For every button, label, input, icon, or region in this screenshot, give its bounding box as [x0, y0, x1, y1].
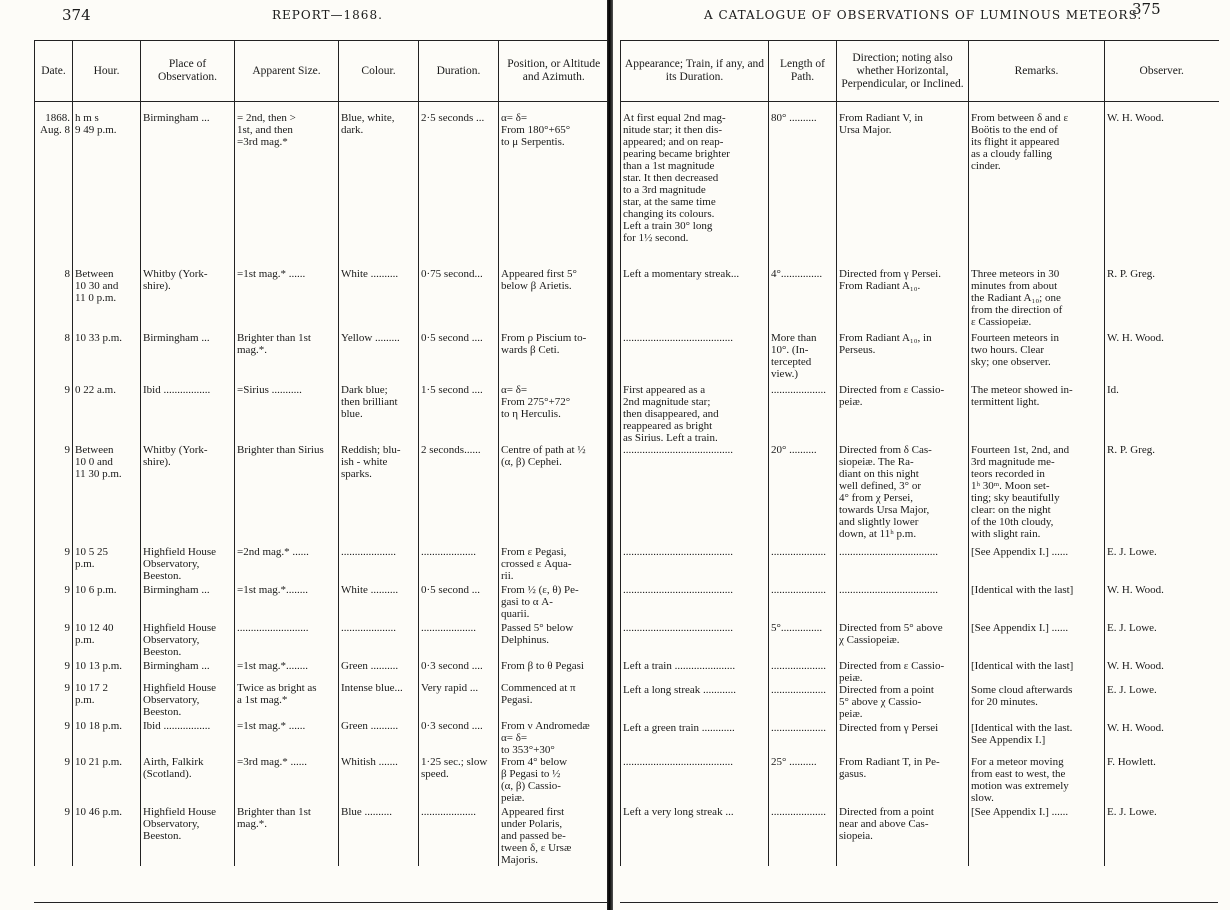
cell-hour: 0 22 a.m. — [73, 384, 141, 444]
cell-date: 9 — [35, 546, 73, 584]
cell-duration: .................... — [419, 622, 499, 660]
cell-length: .................... — [769, 660, 837, 684]
cell-remarks: [See Appendix I.] ...... — [969, 806, 1105, 866]
cell-place: Highfield House Observatory, Beeston. — [141, 622, 235, 660]
cell-length: 4°............... — [769, 268, 837, 332]
cell-position: Appeared first 5° below β Arietis. — [499, 268, 609, 332]
running-head: REPORT—1868. — [272, 8, 383, 22]
cell-remarks: From between δ and ε Boötis to the end of its flight it appeared as a cloudy falling cinder. — [969, 112, 1105, 268]
cell-colour: Blue .......... — [339, 806, 419, 866]
cell-direction: From Radiant V, in Ursa Major. — [837, 112, 969, 268]
cell-remarks: Fourteen meteors in two hours. Clear sky; one observer. — [969, 332, 1105, 384]
cell-appearance: ........................................ — [621, 756, 769, 806]
cell-appearance: ........................................ — [621, 444, 769, 546]
cell-duration: 2·5 seconds ... — [419, 112, 499, 268]
cell-date: 9 — [35, 444, 73, 546]
cell-appearance: ........................................ — [621, 584, 769, 622]
cell-hour: 10 13 p.m. — [73, 660, 141, 682]
cell-direction: From Radiant T, in Pe- gasus. — [837, 756, 969, 806]
table-row — [621, 684, 1219, 722]
cell-colour: Yellow ......... — [339, 332, 419, 384]
cell-hour: 10 17 2 p.m. — [73, 682, 141, 720]
cell-colour: White .......... — [339, 268, 419, 332]
cell-direction: .................................... — [837, 584, 969, 622]
cell-direction: Directed from a point near and above Cas- siopeia. — [837, 806, 969, 866]
table-row — [621, 584, 1219, 622]
cell-remarks: Three meteors in 30 minutes from about the Radiant A₁₀; one from the direction of ε Cassiopeiæ. — [969, 268, 1105, 332]
cell-appearance: ........................................ — [621, 622, 769, 660]
cell-observer: E. J. Lowe. — [1105, 684, 1219, 722]
column-header: Direction; noting also whether Horizontal, Perpendicular, or Inclined. — [837, 41, 969, 102]
cell-size: Brighter than 1st mag.*. — [235, 332, 339, 384]
cell-date: 1868. Aug. 8 — [35, 112, 73, 268]
cell-length: 5°............... — [769, 622, 837, 660]
column-header: Place of Observation. — [141, 41, 235, 102]
column-header: Appearance; Train, if any, and its Duration. — [621, 41, 769, 102]
cell-place: Ibid ................. — [141, 720, 235, 756]
cell-length: .................... — [769, 384, 837, 444]
table-row — [35, 584, 609, 622]
right-observation-table — [620, 40, 1219, 866]
cell-date: 8 — [35, 332, 73, 384]
table-row — [35, 720, 609, 756]
table-row — [35, 682, 609, 720]
cell-remarks: [See Appendix I.] ...... — [969, 546, 1105, 584]
cell-colour: Green .......... — [339, 660, 419, 682]
cell-remarks: [Identical with the last. See Appendix I.] — [969, 722, 1105, 756]
left-observation-table — [34, 40, 609, 866]
cell-observer: W. H. Wood. — [1105, 722, 1219, 756]
cell-length: .................... — [769, 584, 837, 622]
cell-remarks: Fourteen 1st, 2nd, and 3rd magnitude me- teors recorded in 1ʰ 30ᵐ. Moon set- ting; sky beautifully clear: on the night of the 10th cloudy, with slight rain. — [969, 444, 1105, 546]
cell-date: 9 — [35, 682, 73, 720]
column-header: Date. — [35, 41, 73, 102]
column-header: Colour. — [339, 41, 419, 102]
table-row — [35, 444, 609, 546]
table-row — [35, 660, 609, 682]
cell-position: From ½ (ε, θ) Pe- gasi to α A- quarii. — [499, 584, 609, 622]
cell-duration: 0·5 second .... — [419, 332, 499, 384]
cell-colour: Whitish ....... — [339, 756, 419, 806]
cell-size: =1st mag.* ...... — [235, 720, 339, 756]
cell-length: .................... — [769, 722, 837, 756]
cell-direction: .................................... — [837, 546, 969, 584]
cell-colour: Dark blue; then brilliant blue. — [339, 384, 419, 444]
cell-place: Highfield House Observatory, Beeston. — [141, 546, 235, 584]
cell-length: .................... — [769, 806, 837, 866]
cell-duration: 0·5 second ... — [419, 584, 499, 622]
cell-size: =1st mag.*........ — [235, 660, 339, 682]
cell-observer: R. P. Greg. — [1105, 444, 1219, 546]
bottom-rule — [34, 902, 608, 903]
cell-position: Centre of path at ½ (α, β) Cephei. — [499, 444, 609, 546]
cell-remarks: The meteor showed in- termittent light. — [969, 384, 1105, 444]
cell-duration: 1·25 sec.; slow speed. — [419, 756, 499, 806]
left-page — [0, 0, 608, 910]
table-row — [35, 268, 609, 332]
cell-observer: E. J. Lowe. — [1105, 546, 1219, 584]
cell-size: .......................... — [235, 622, 339, 660]
cell-date: 9 — [35, 622, 73, 660]
cell-colour: Intense blue... — [339, 682, 419, 720]
cell-length: More than 10°. (In- tercepted view.) — [769, 332, 837, 384]
cell-date: 9 — [35, 660, 73, 682]
cell-position: From 4° below β Pegasi to ½ (α, β) Cassio- peiæ. — [499, 756, 609, 806]
page-number: 374 — [62, 6, 91, 24]
cell-place: Ibid ................. — [141, 384, 235, 444]
table-row — [35, 112, 609, 268]
cell-colour: Blue, white, dark. — [339, 112, 419, 268]
column-header: Apparent Size. — [235, 41, 339, 102]
cell-place: Birmingham ... — [141, 584, 235, 622]
cell-appearance: Left a train ...................... — [621, 660, 769, 684]
cell-place: Highfield House Observatory, Beeston. — [141, 682, 235, 720]
column-header: Hour. — [73, 41, 141, 102]
cell-remarks: Some cloud afterwards for 20 minutes. — [969, 684, 1105, 722]
cell-remarks: [Identical with the last] — [969, 660, 1105, 684]
cell-observer: R. P. Greg. — [1105, 268, 1219, 332]
cell-direction: Directed from a point 5° above χ Cassio- peiæ. — [837, 684, 969, 722]
cell-position: α= δ= From 275°+72° to η Herculis. — [499, 384, 609, 444]
cell-direction: Directed from γ Persei. From Radiant A₁₀. — [837, 268, 969, 332]
cell-position: Commenced at π Pegasi. — [499, 682, 609, 720]
cell-length: .................... — [769, 546, 837, 584]
table-row — [621, 332, 1219, 384]
cell-position: From ρ Piscium to- wards β Ceti. — [499, 332, 609, 384]
cell-appearance: First appeared as a 2nd magnitude star; then disappeared, and reappeared as bright as Sirius. Left a train. — [621, 384, 769, 444]
cell-duration: 1·5 second .... — [419, 384, 499, 444]
cell-duration: Very rapid ... — [419, 682, 499, 720]
cell-length: 80° .......... — [769, 112, 837, 268]
cell-duration: 0·75 second... — [419, 268, 499, 332]
cell-duration: 0·3 second .... — [419, 720, 499, 756]
table-row — [35, 384, 609, 444]
cell-remarks: [See Appendix I.] ...... — [969, 622, 1105, 660]
cell-place: Birmingham ... — [141, 112, 235, 268]
cell-observer: W. H. Wood. — [1105, 660, 1219, 684]
cell-direction: Directed from δ Cas- siopeiæ. The Ra- diant on this night well defined, 3° or 4° from χ Persei, towards Ursa Major, and slightly lower down, at 11ʰ p.m. — [837, 444, 969, 546]
cell-size: =3rd mag.* ...... — [235, 756, 339, 806]
cell-date: 9 — [35, 720, 73, 756]
cell-size: =2nd mag.* ...... — [235, 546, 339, 584]
cell-direction: Directed from ε Cassio- peiæ. — [837, 384, 969, 444]
cell-duration: .................... — [419, 806, 499, 866]
cell-appearance: Left a green train ............ — [621, 722, 769, 756]
cell-position: From β to θ Pegasi — [499, 660, 609, 682]
cell-date: 9 — [35, 384, 73, 444]
page-number: 375 — [1132, 0, 1161, 18]
cell-direction: Directed from γ Persei — [837, 722, 969, 756]
cell-length: 25° .......... — [769, 756, 837, 806]
table-row — [621, 268, 1219, 332]
cell-length: .................... — [769, 684, 837, 722]
cell-colour: Reddish; blu- ish - white sparks. — [339, 444, 419, 546]
cell-size: =Sirius ........... — [235, 384, 339, 444]
cell-duration: .................... — [419, 546, 499, 584]
cell-hour: 10 46 p.m. — [73, 806, 141, 866]
cell-observer: W. H. Wood. — [1105, 332, 1219, 384]
table-row — [621, 112, 1219, 268]
cell-observer: Id. — [1105, 384, 1219, 444]
book-spine — [607, 0, 613, 910]
cell-hour: 10 18 p.m. — [73, 720, 141, 756]
cell-duration: 2 seconds...... — [419, 444, 499, 546]
table-row — [621, 660, 1219, 684]
table-row — [35, 622, 609, 660]
table-row — [621, 806, 1219, 866]
right-page — [614, 0, 1230, 910]
table-row — [35, 546, 609, 584]
column-header: Remarks. — [969, 41, 1105, 102]
cell-observer: E. J. Lowe. — [1105, 622, 1219, 660]
table-row — [621, 622, 1219, 660]
cell-colour: .................... — [339, 622, 419, 660]
cell-place: Whitby (York- shire). — [141, 444, 235, 546]
cell-hour: h m s 9 49 p.m. — [73, 112, 141, 268]
table-row — [621, 756, 1219, 806]
column-header: Length of Path. — [769, 41, 837, 102]
cell-hour: Between 10 0 and 11 30 p.m. — [73, 444, 141, 546]
cell-hour: 10 33 p.m. — [73, 332, 141, 384]
cell-size: =1st mag.*........ — [235, 584, 339, 622]
cell-hour: Between 10 30 and 11 0 p.m. — [73, 268, 141, 332]
cell-direction: From Radiant A₁₀, in Perseus. — [837, 332, 969, 384]
cell-hour: 10 5 25 p.m. — [73, 546, 141, 584]
cell-place: Birmingham ... — [141, 332, 235, 384]
cell-size: Brighter than Sirius — [235, 444, 339, 546]
cell-position: Appeared first under Polaris, and passed be- tween δ, ε Ursæ Majoris. — [499, 806, 609, 866]
cell-hour: 10 12 40 p.m. — [73, 622, 141, 660]
cell-observer: W. H. Wood. — [1105, 112, 1219, 268]
cell-position: From ν Andromedæ α= δ= to 353°+30° — [499, 720, 609, 756]
cell-colour: White .......... — [339, 584, 419, 622]
cell-place: Highfield House Observatory, Beeston. — [141, 806, 235, 866]
table-row — [35, 806, 609, 866]
cell-position: From ε Pegasi, crossed ε Aqua- rii. — [499, 546, 609, 584]
column-header: Position, or Altitude and Azimuth. — [499, 41, 609, 102]
table-row — [621, 722, 1219, 756]
cell-appearance: Left a momentary streak... — [621, 268, 769, 332]
cell-place: Birmingham ... — [141, 660, 235, 682]
cell-direction: Directed from 5° above χ Cassiopeiæ. — [837, 622, 969, 660]
cell-appearance: ........................................ — [621, 332, 769, 384]
cell-hour: 10 6 p.m. — [73, 584, 141, 622]
column-header: Observer. — [1105, 41, 1219, 102]
cell-size: Brighter than 1st mag.*. — [235, 806, 339, 866]
cell-appearance: Left a long streak ............ — [621, 684, 769, 722]
cell-hour: 10 21 p.m. — [73, 756, 141, 806]
cell-observer: E. J. Lowe. — [1105, 806, 1219, 866]
cell-remarks: [Identical with the last] — [969, 584, 1105, 622]
table-row — [621, 444, 1219, 546]
cell-size: Twice as bright as a 1st mag.* — [235, 682, 339, 720]
table-row — [35, 332, 609, 384]
running-head: A CATALOGUE OF OBSERVATIONS OF LUMINOUS METEORS. — [704, 8, 1143, 22]
bottom-rule — [620, 902, 1218, 903]
cell-position: Passed 5° below Delphinus. — [499, 622, 609, 660]
cell-colour: Green .......... — [339, 720, 419, 756]
cell-date: 9 — [35, 584, 73, 622]
cell-position: α= δ= From 180°+65° to μ Serpentis. — [499, 112, 609, 268]
cell-place: Whitby (York- shire). — [141, 268, 235, 332]
cell-remarks: For a meteor moving from east to west, the motion was extremely slow. — [969, 756, 1105, 806]
cell-date: 8 — [35, 268, 73, 332]
table-row — [621, 546, 1219, 584]
cell-date: 9 — [35, 806, 73, 866]
cell-appearance: Left a very long streak ... — [621, 806, 769, 866]
table-row — [621, 384, 1219, 444]
table-row — [35, 756, 609, 806]
cell-duration: 0·3 second .... — [419, 660, 499, 682]
cell-appearance: At first equal 2nd mag- nitude star; it then dis- appeared; and on reap- pearing became brighter than a 1st magnitude star. It then decreased to a 3rd magnitude star, at the same time changing its colours. Left a train 30° long for 1½ second. — [621, 112, 769, 268]
cell-size: =1st mag.* ...... — [235, 268, 339, 332]
column-header: Duration. — [419, 41, 499, 102]
cell-observer: W. H. Wood. — [1105, 584, 1219, 622]
cell-size: = 2nd, then > 1st, and then =3rd mag.* — [235, 112, 339, 268]
cell-length: 20° .......... — [769, 444, 837, 546]
cell-observer: F. Howlett. — [1105, 756, 1219, 806]
cell-appearance: ........................................ — [621, 546, 769, 584]
cell-direction: Directed from ε Cassio- peiæ. — [837, 660, 969, 684]
cell-place: Airth, Falkirk (Scotland). — [141, 756, 235, 806]
cell-colour: .................... — [339, 546, 419, 584]
cell-date: 9 — [35, 756, 73, 806]
